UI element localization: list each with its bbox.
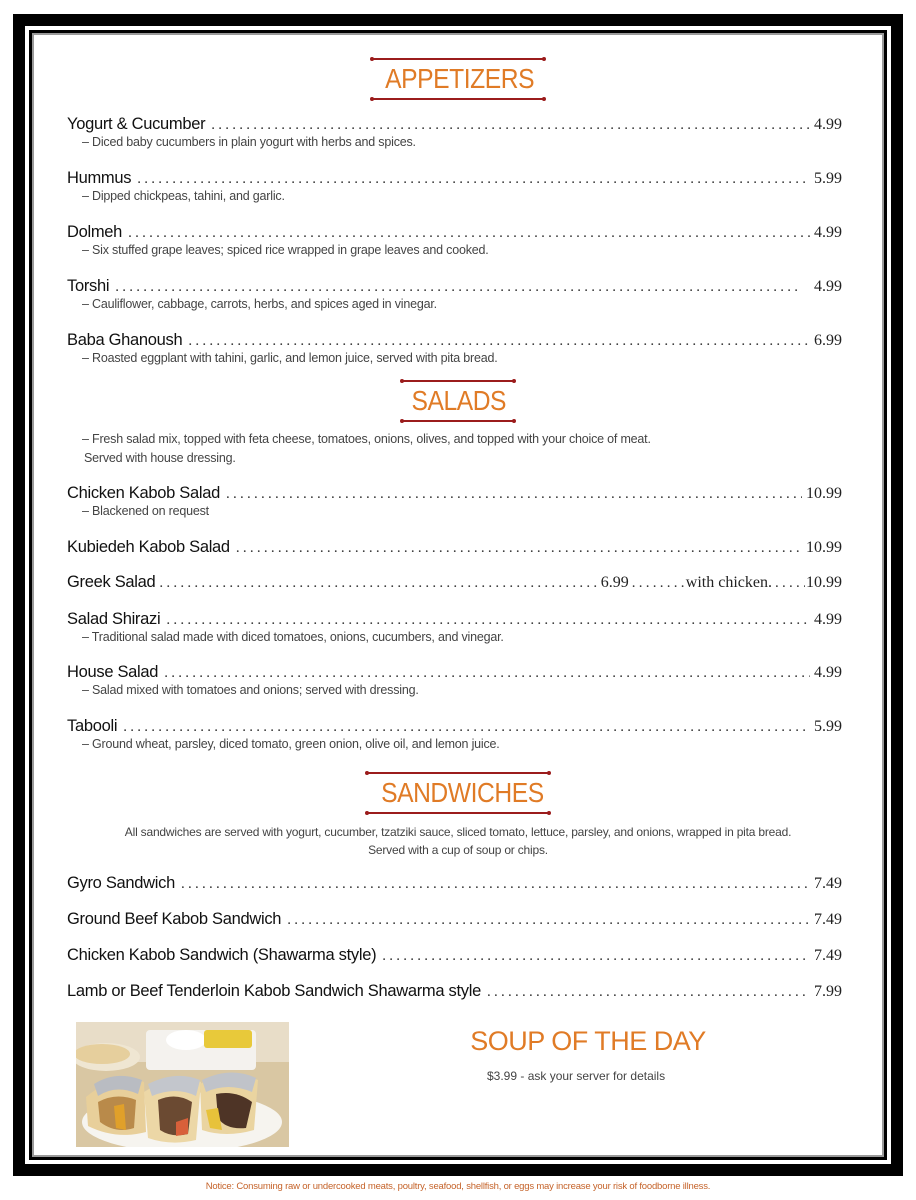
dot-leader bbox=[128, 225, 810, 242]
appetizers-heading bbox=[0, 58, 916, 100]
item-name: Lamb or Beef Tenderloin Kabob Sandwich Shawarma style bbox=[67, 982, 481, 1000]
item-name: Torshi bbox=[67, 277, 110, 295]
item-price: 7.49 bbox=[814, 947, 842, 964]
sandwiches-intro-line1: All sandwiches are served with yogurt, cucumber, tzatziki sauce, sliced tomato, lettuce, parsley, and onions, wrapped in pita bread. bbox=[124, 825, 792, 839]
item-name: Baba Ghanoush bbox=[67, 331, 183, 349]
heading-rule-bottom bbox=[371, 98, 545, 100]
dot-leader bbox=[382, 948, 810, 965]
menu-item-ground-beef-kabob-sandwich bbox=[67, 910, 842, 929]
sandwiches-intro-line2: Served with a cup of soup or chips. bbox=[368, 843, 548, 857]
item-name: Chicken Kabob Sandwich (Shawarma style) bbox=[67, 946, 377, 964]
item-name: Tabooli bbox=[67, 717, 118, 735]
menu-item-hummus bbox=[67, 169, 842, 203]
dot-leader bbox=[181, 876, 810, 893]
dot-leader bbox=[188, 333, 810, 350]
item-name: Dolmeh bbox=[67, 223, 123, 241]
dot-leader bbox=[236, 540, 802, 557]
item-description: – Salad mixed with tomatoes and onions; served with dressing. bbox=[82, 683, 419, 697]
heading-rule-bottom bbox=[401, 420, 515, 422]
item-price: 4.99 bbox=[814, 278, 842, 295]
item-description: – Dipped chickpeas, tahini, and garlic. bbox=[82, 189, 285, 203]
menu-item-tabooli bbox=[67, 717, 842, 751]
salads-intro-line2: Served with house dressing. bbox=[84, 451, 236, 465]
item-price: 4.99 bbox=[814, 611, 842, 628]
item-description: – Ground wheat, parsley, diced tomato, green onion, olive oil, and lemon juice. bbox=[82, 737, 500, 751]
item-name: House Salad bbox=[67, 663, 159, 681]
menu-item-chicken-kabob-salad bbox=[67, 484, 842, 518]
menu-item-greek-salad bbox=[67, 573, 842, 592]
option-price: 10.99 bbox=[806, 574, 842, 591]
item-name: Kubiedeh Kabob Salad bbox=[67, 538, 230, 556]
item-name: Yogurt & Cucumber bbox=[67, 115, 206, 133]
gyro-photo bbox=[76, 1022, 289, 1147]
dot-leader bbox=[159, 575, 596, 592]
item-name: Chicken Kabob Salad bbox=[67, 484, 220, 502]
dot-leader bbox=[164, 665, 810, 682]
sandwiches-title: SANDWICHES bbox=[381, 777, 544, 808]
option-label: with chicken. bbox=[685, 574, 772, 591]
sandwiches-heading bbox=[0, 772, 916, 814]
item-name: Greek Salad bbox=[67, 573, 156, 591]
food-safety-notice: Notice: Consuming raw or undercooked meats, poultry, seafood, shellfish, or eggs may increase your risk of foodborne illness. bbox=[205, 1181, 711, 1192]
dot-leader bbox=[115, 279, 810, 296]
item-description: – Blackened on request bbox=[82, 504, 209, 518]
dot-leader bbox=[775, 575, 805, 592]
item-description: – Six stuffed grape leaves; spiced rice wrapped in grape leaves and cooked. bbox=[82, 243, 489, 257]
dot-leader bbox=[123, 719, 810, 736]
item-description: – Cauliflower, cabbage, carrots, herbs, and spices aged in vinegar. bbox=[82, 297, 437, 311]
item-price: 7.99 bbox=[814, 983, 842, 1000]
salads-title: SALADS bbox=[411, 385, 507, 416]
heading-rule-bottom bbox=[366, 812, 550, 814]
soup-of-the-day-description: $3.99 - ask your server for details bbox=[487, 1069, 666, 1083]
dot-leader bbox=[166, 612, 810, 629]
item-description: – Roasted eggplant with tahini, garlic, and lemon juice, served with pita bread. bbox=[82, 351, 498, 365]
item-price: 6.99 bbox=[600, 574, 629, 591]
item-name: Salad Shirazi bbox=[67, 610, 161, 628]
item-price: 10.99 bbox=[806, 539, 842, 556]
item-price: 10.99 bbox=[806, 485, 842, 502]
menu-item-chicken-kabob-sandwich bbox=[67, 946, 842, 965]
menu-item-gyro-sandwich bbox=[67, 874, 842, 893]
item-price: 4.99 bbox=[814, 664, 842, 681]
heading-rule-top bbox=[366, 772, 550, 774]
dot-leader bbox=[226, 486, 802, 503]
food-image-icon bbox=[76, 1022, 289, 1147]
item-price: 5.99 bbox=[814, 718, 842, 735]
soup-of-the-day-title: SOUP OF THE DAY bbox=[470, 1026, 706, 1056]
dot-leader bbox=[487, 984, 810, 1001]
item-price: 4.99 bbox=[814, 116, 842, 133]
menu-item-dolmeh bbox=[67, 223, 842, 257]
salads-heading bbox=[0, 380, 916, 422]
dot-leader bbox=[632, 575, 686, 592]
menu-item-house-salad bbox=[67, 663, 842, 697]
menu-item-lamb-beef-tenderloin-sandwich bbox=[67, 982, 842, 1001]
item-price: 7.49 bbox=[814, 911, 842, 928]
dot-leader bbox=[137, 171, 810, 188]
item-name: Hummus bbox=[67, 169, 132, 187]
menu-item-torshi bbox=[67, 277, 842, 311]
appetizers-title: APPETIZERS bbox=[385, 63, 535, 94]
dot-leader bbox=[287, 912, 810, 929]
salads-intro-line1: – Fresh salad mix, topped with feta cheese, tomatoes, onions, olives, and topped with your choice of meat. bbox=[82, 432, 651, 446]
menu-item-salad-shirazi bbox=[67, 610, 842, 644]
item-price: 7.49 bbox=[814, 875, 842, 892]
item-price: 6.99 bbox=[814, 332, 842, 349]
item-description: – Diced baby cucumbers in plain yogurt with herbs and spices. bbox=[82, 135, 416, 149]
item-price: 5.99 bbox=[814, 170, 842, 187]
item-description: – Traditional salad made with diced tomatoes, onions, cucumbers, and vinegar. bbox=[82, 630, 504, 644]
menu-item-yogurt-cucumber bbox=[67, 115, 842, 149]
heading-rule-top bbox=[401, 380, 515, 382]
item-name: Gyro Sandwich bbox=[67, 874, 175, 892]
menu-item-kubiedeh-kabob-salad bbox=[67, 538, 842, 557]
item-name: Ground Beef Kabob Sandwich bbox=[67, 910, 282, 928]
item-price: 4.99 bbox=[814, 224, 842, 241]
heading-rule-top bbox=[371, 58, 545, 60]
dot-leader bbox=[211, 117, 810, 134]
menu-item-baba-ghanoush bbox=[67, 331, 842, 365]
